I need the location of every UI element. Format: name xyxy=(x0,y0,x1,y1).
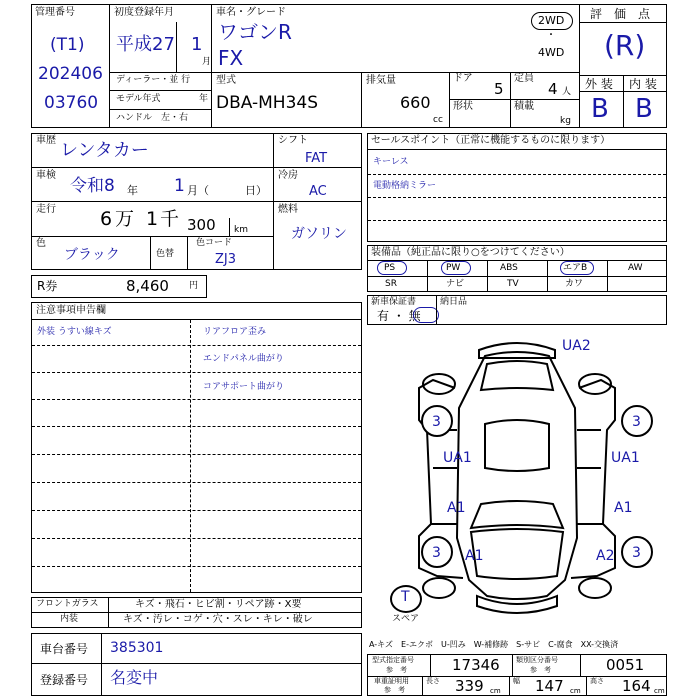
soko-man: 6 xyxy=(100,208,113,230)
noukan-box xyxy=(436,295,667,325)
hyoka-naiso: B xyxy=(635,94,653,124)
shoshin-era: 平成27 xyxy=(116,34,175,55)
shift-value: FAT xyxy=(305,151,328,166)
haiki-unit: cc xyxy=(433,115,443,125)
soubi-r2-3: TV xyxy=(507,279,519,289)
name-grade: FX xyxy=(218,46,244,70)
size-label: 車重証明用 xyxy=(374,677,409,685)
rken-unit: 円 xyxy=(189,281,199,291)
soko-unit: km xyxy=(234,225,248,235)
katashiki-no-value: 17346 xyxy=(452,656,500,674)
mark-a1-r: A1 xyxy=(614,500,633,516)
soubi-r1-2: PW xyxy=(446,263,461,273)
front-label: フロントガラス xyxy=(36,599,99,609)
sekisai-label: 積載 xyxy=(514,101,534,112)
chui-note-1: 外装 うすい線キズ xyxy=(37,327,112,337)
spare-mark: T xyxy=(401,589,410,605)
sales-item-1: キーレス xyxy=(373,157,409,167)
chui-note-2: リアフロア歪み xyxy=(203,327,267,337)
mark-3-rl: 3 xyxy=(432,414,441,430)
kanri-line1: 202406 xyxy=(38,64,103,84)
katashiki-no-label: 型式指定番号 xyxy=(372,656,414,664)
shadai-label: 車台番号 xyxy=(40,642,89,656)
rken-label: R券 xyxy=(37,279,58,293)
haba-unit: cm xyxy=(570,687,581,695)
taka-unit: cm xyxy=(654,687,665,695)
hyoka-label: 評 価 点 xyxy=(590,7,651,21)
soko-label: 走行 xyxy=(36,204,56,215)
katashiki-no-ref: 参 考 xyxy=(386,666,407,674)
kanri-code: (T1) xyxy=(50,35,85,55)
hosho-options: 有 ・ 無 xyxy=(377,309,421,323)
car-diagram xyxy=(367,328,667,628)
model-year-unit: 年 xyxy=(199,94,209,104)
soko-man-unit: 万 xyxy=(115,208,135,230)
shaken-month: 1 xyxy=(174,176,185,196)
soko-sen-unit: 千 xyxy=(160,208,180,230)
shareki-value: レンタカー xyxy=(60,140,149,161)
taka-value: 164 xyxy=(622,677,651,695)
drive-dot: ・ xyxy=(546,30,556,41)
hyoka-naiso-label: 内 装 xyxy=(629,77,657,91)
taka-label: 高さ xyxy=(590,677,604,685)
mark-3-fr: 3 xyxy=(632,545,641,561)
shoshin-month-unit: 月 xyxy=(202,57,212,67)
chui-note-4: コアサポート曲がり xyxy=(203,382,285,392)
naiso-value: キズ・汚レ・コゲ・穴・スレ・キレ・破レ xyxy=(123,614,313,625)
soubi-r1-5: AW xyxy=(628,263,643,273)
haba-label: 幅 xyxy=(513,677,520,685)
soubi-r2-1: SR xyxy=(385,279,397,289)
naga-unit: cm xyxy=(490,687,501,695)
haba-value: 147 xyxy=(535,677,564,695)
shaken-day-unit: 日） xyxy=(245,184,267,197)
nenryo-value: ガソリン xyxy=(291,226,347,242)
naga-label: 長さ xyxy=(426,677,440,685)
ruibetsu-ref: 参 考 xyxy=(530,666,551,674)
naiso-label: 内装 xyxy=(60,614,79,624)
mark-a1-fl: A1 xyxy=(465,548,484,564)
soubi-r1-1: PS xyxy=(384,263,396,273)
ruibetsu-value: 0051 xyxy=(606,656,645,674)
reibou-label: 冷房 xyxy=(278,170,298,181)
teiin-unit: 人 xyxy=(562,87,572,97)
naga-value: 339 xyxy=(455,677,484,695)
shoshin-label: 初度登録年月 xyxy=(114,7,174,18)
handle-label: ハンドル 左・右 xyxy=(116,113,189,123)
shaken-month-unit: 月（ xyxy=(187,184,209,197)
mark-a2-fr: A2 xyxy=(596,548,615,564)
keijo-label: 形状 xyxy=(453,101,473,112)
shareki-label: 車歴 xyxy=(36,135,56,146)
iro-value: ブラック xyxy=(64,247,120,263)
touroku-value: 名変中 xyxy=(110,668,159,687)
shoshin-month: 1 xyxy=(191,34,203,55)
shift-label: シフト xyxy=(278,135,308,146)
katashiki-label: 型式 xyxy=(216,75,236,86)
haiki-value: 660 xyxy=(400,93,431,112)
shaken-year-unit: 年 xyxy=(127,184,138,197)
katashiki-value: DBA-MH34S xyxy=(216,93,319,113)
noukan-label: 納日品 xyxy=(440,297,468,307)
teiin-label: 定員 xyxy=(514,73,534,84)
mark-ua2: UA2 xyxy=(562,338,591,354)
iro-code-label: 色コード xyxy=(196,238,233,248)
legend: A-キズ E-エクボ U-凹み W-補修跡 S-サビ C-腐食 XX-交換済 xyxy=(369,640,619,649)
reibou-value: AC xyxy=(309,184,327,199)
teiin-value: 4 xyxy=(548,80,558,98)
shadai-value: 385301 xyxy=(110,640,164,656)
soko-sen: 1 xyxy=(146,208,159,230)
mark-ua1-r: UA1 xyxy=(611,450,640,466)
hyoka-gaiso: B xyxy=(591,94,609,124)
chui-note-3: エンドパネル曲がり xyxy=(203,354,284,364)
hosho-label: 新車保証書 xyxy=(371,297,417,307)
spare-label: スペア xyxy=(392,614,420,624)
kanri-label: 管理番号 xyxy=(35,7,75,18)
soubi-r1-3: ABS xyxy=(500,263,518,273)
rken-value: 8,460 xyxy=(126,277,169,295)
sales-item-2: 電動格納ミラー xyxy=(373,181,437,191)
model-year-label: モデル年式 xyxy=(116,94,161,104)
soubi-r1-4: エアB xyxy=(563,263,588,273)
size-ref: 参 考 xyxy=(384,686,405,694)
hyoka-value: (R) xyxy=(604,29,646,62)
sales-label: セールスポイント（正常に機能するものに限ります） xyxy=(371,135,611,146)
hyoka-gaiso-label: 外 装 xyxy=(585,77,613,91)
mark-3-fl: 3 xyxy=(432,545,441,561)
mark-ua1-l: UA1 xyxy=(443,450,472,466)
rken-box xyxy=(31,275,207,298)
soko-rest: 300 xyxy=(187,216,216,234)
front-value: キズ・飛石・ヒビ割・リペア跡・X要 xyxy=(135,599,302,610)
ruibetsu-label: 類別区分番号 xyxy=(516,656,558,664)
nenryo-label: 燃料 xyxy=(278,204,298,215)
dealer-label: ディーラー・並 行 xyxy=(116,75,191,85)
iro-code: ZJ3 xyxy=(215,252,237,267)
sekisai-unit: kg xyxy=(560,116,571,126)
chui-label: 注意事項申告欄 xyxy=(36,305,106,316)
iro-label: 色 xyxy=(36,238,46,249)
drive-4wd: 4WD xyxy=(538,46,565,59)
touroku-label: 登録番号 xyxy=(40,673,89,687)
soubi-label: 装備品（純正品に限り○をつけてください） xyxy=(371,247,570,258)
kanri-line2: 03760 xyxy=(44,93,99,113)
shaken-era: 令和8 xyxy=(70,176,115,196)
door-label: ドア xyxy=(453,73,473,84)
mark-a1-l: A1 xyxy=(447,500,466,516)
name-model: ワゴンR xyxy=(218,20,292,44)
haiki-label: 排気量 xyxy=(366,75,396,86)
mark-3-rr: 3 xyxy=(632,414,641,430)
irogae-label: 色替 xyxy=(156,249,175,259)
drive-2wd: 2WD xyxy=(538,14,565,27)
soubi-r2-4: カワ xyxy=(565,279,584,289)
name-label: 車名・グレード xyxy=(216,7,286,18)
door-value: 5 xyxy=(494,80,504,98)
shaken-label: 車検 xyxy=(36,170,56,181)
soubi-r2-2: ナビ xyxy=(446,279,465,289)
